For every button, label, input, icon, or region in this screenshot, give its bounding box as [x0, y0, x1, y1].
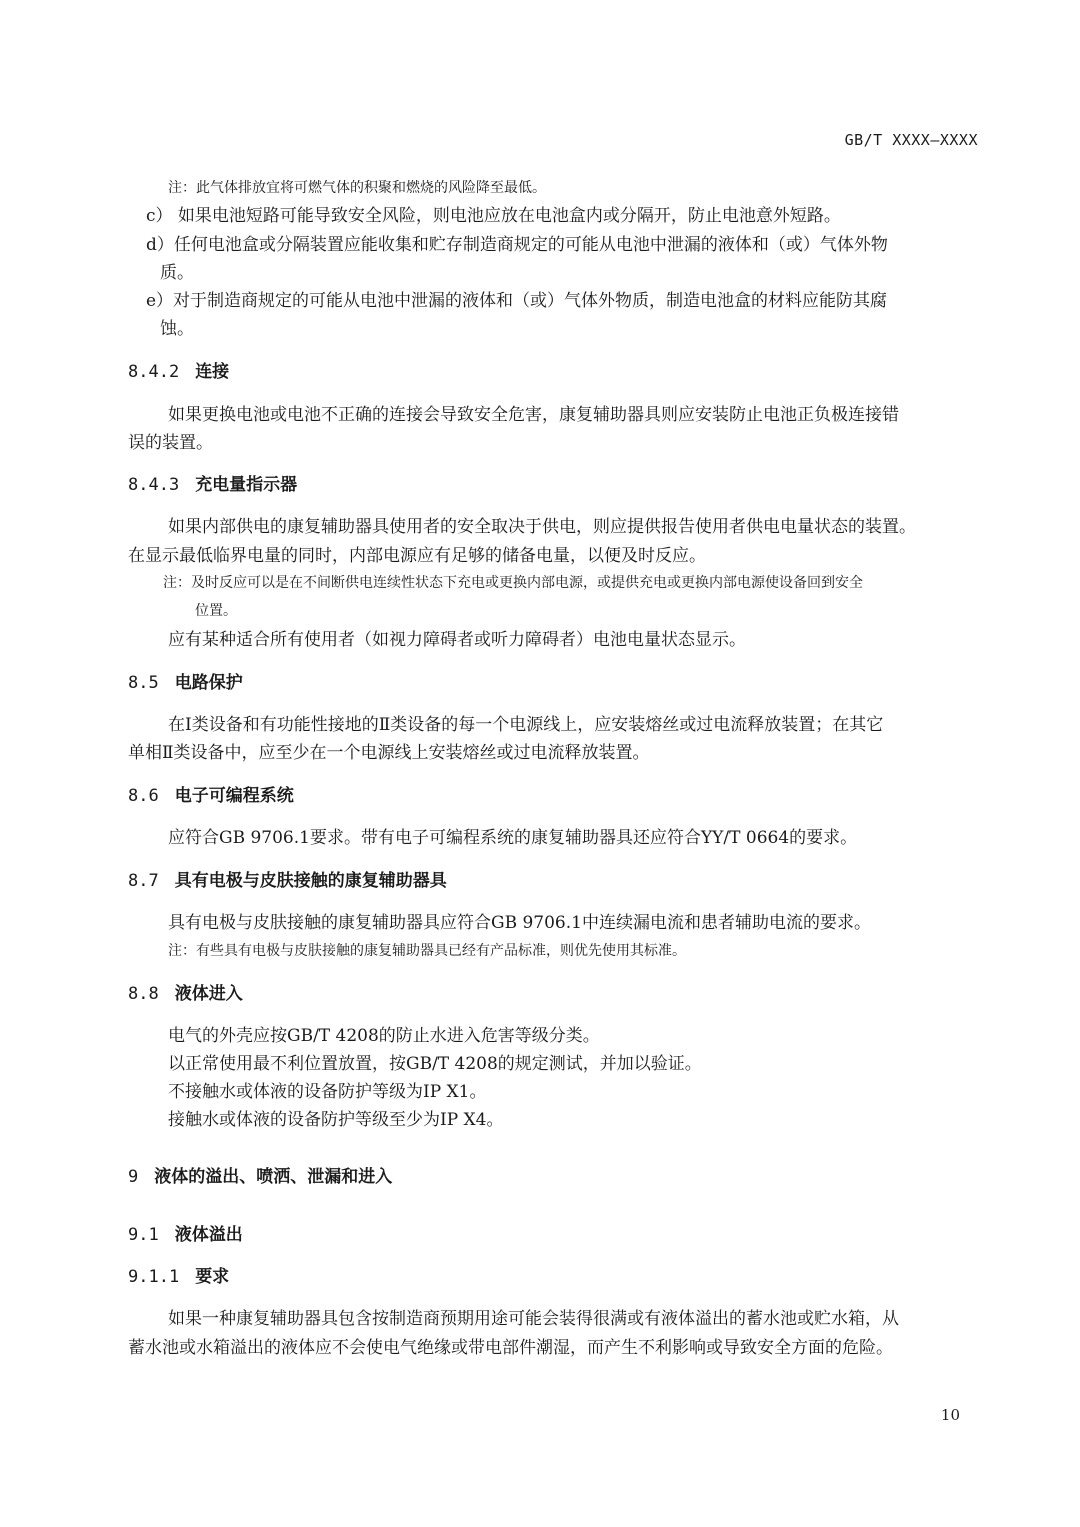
paragraph-line: 应符合GB 9706.1要求。带有电子可编程系统的康复辅助器具还应符合YY/T 0664的要求。: [168, 828, 858, 848]
paragraph-line: 应有某种适合所有使用者（如视力障碍者或听力障碍者）电池电量状态显示。: [168, 630, 746, 650]
section-heading-8-8: [128, 982, 243, 1006]
paragraph-line: 在Ⅰ类设备和有功能性接地的Ⅱ类设备的每一个电源线上，应安装熔丝或过电流释放装置；在其它: [168, 715, 884, 735]
paragraph-line: 如果一种康复辅助器具包含按制造商预期用途可能会装得很满或有液体溢出的蓄水池或贮水箱，从: [168, 1309, 899, 1329]
section-title: 液体溢出: [174, 1225, 243, 1245]
section-number: 8.4.2: [128, 362, 180, 382]
section-number: 8.6: [128, 786, 159, 806]
section-title: 液体的溢出、喷洒、泄漏和进入: [154, 1167, 393, 1187]
note-line: 位置。: [195, 603, 237, 619]
section-heading-8-6: [128, 784, 294, 808]
section-heading-8-4-2: [128, 360, 229, 384]
section-number: 9.1: [128, 1225, 159, 1245]
section-number: 9: [128, 1167, 139, 1187]
section-title: 液体进入: [174, 984, 243, 1004]
chapter-heading-9: [128, 1165, 392, 1189]
note-gas-venting: 注：此气体排放宜将可燃气体的积聚和燃烧的风险降至最低。: [168, 180, 546, 196]
paragraph-line: 接触水或体液的设备防护等级至少为IP X4。: [168, 1110, 504, 1130]
section-heading-8-7: [128, 869, 447, 893]
paragraph-line: 误的装置。: [128, 433, 213, 453]
note-line: 注：有些具有电极与皮肤接触的康复辅助器具已经有产品标准，则优先使用其标准。: [168, 943, 686, 959]
section-title: 连接: [195, 362, 230, 382]
paragraph-line: 以正常使用最不利位置放置，按GB/T 4208的规定测试，并加以验证。: [168, 1054, 702, 1074]
note-line: 注：及时反应可以是在不间断供电连续性状态下充电或更换内部电源，或提供充电或更换内部电源使设备回到安全: [163, 575, 863, 591]
section-heading-9-1-1: [128, 1265, 229, 1289]
paragraph-line: 如果内部供电的康复辅助器具使用者的安全取决于供电，则应提供报告使用者供电电量状态的装置。: [168, 517, 916, 537]
section-title: 要求: [195, 1267, 230, 1287]
list-item-d-line1: d）任何电池盒或分隔装置应能收集和贮存制造商规定的可能从电池中泄漏的液体和（或）气体外物: [146, 235, 888, 255]
section-title: 电路保护: [174, 673, 243, 693]
section-title: 电子可编程系统: [174, 786, 294, 806]
paragraph-line: 蓄水池或水箱溢出的液体应不会使电气绝缘或带电部件潮湿，而产生不利影响或导致安全方面的危险。: [128, 1338, 893, 1358]
section-number: 8.8: [128, 984, 159, 1004]
section-number: 9.1.1: [128, 1267, 180, 1287]
section-heading-9-1: [128, 1223, 243, 1247]
list-item-c: c） 如果电池短路可能导致安全风险，则电池应放在电池盒内或分隔开，防止电池意外短路。: [146, 206, 841, 226]
paragraph-line: 如果更换电池或电池不正确的连接会导致安全危害，康复辅助器具则应安装防止电池正负极连接错: [168, 405, 899, 425]
section-heading-8-4-3: [128, 473, 297, 497]
section-number: 8.4.3: [128, 475, 180, 495]
section-title: 具有电极与皮肤接触的康复辅助器具: [174, 871, 447, 891]
section-title: 充电量指示器: [195, 475, 298, 495]
list-item-e-line2: 蚀。: [160, 319, 194, 339]
list-item-d-line2: 质。: [160, 263, 194, 283]
section-heading-8-5: [128, 671, 243, 695]
paragraph-line: 具有电极与皮肤接触的康复辅助器具应符合GB 9706.1中连续漏电流和患者辅助电流的要求。: [168, 913, 871, 933]
paragraph-line: 单相Ⅱ类设备中，应至少在一个电源线上安装熔丝或过电流释放装置。: [128, 743, 650, 763]
paragraph-line: 电气的外壳应按GB/T 4208的防止水进入危害等级分类。: [168, 1026, 600, 1046]
page-number: 10: [940, 1406, 960, 1424]
document-code: GB/T XXXX—XXXX: [844, 131, 978, 149]
paragraph-line: 不接触水或体液的设备防护等级为IP X1。: [168, 1082, 487, 1102]
list-item-e-line1: e）对于制造商规定的可能从电池中泄漏的液体和（或）气体外物质，制造电池盒的材料应能防其腐: [146, 291, 888, 311]
section-number: 8.5: [128, 673, 159, 693]
section-number: 8.7: [128, 871, 159, 891]
paragraph-line: 在显示最低临界电量的同时，内部电源应有足够的储备电量，以便及时反应。: [128, 546, 706, 566]
